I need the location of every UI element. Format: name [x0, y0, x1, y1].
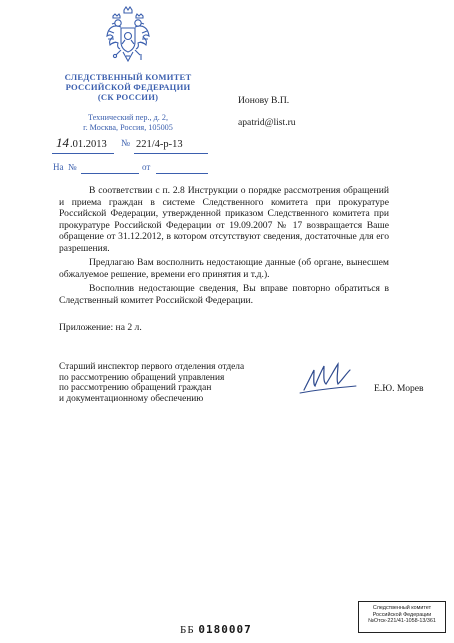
attachment-note: Приложение: на 2 л. [59, 322, 142, 333]
signer-title [59, 362, 244, 404]
stamp-line-2: Российской Федерации [372, 611, 432, 618]
body-paragraph-3: Восполнив недостающие сведения, Вы вправе повторно обратиться в Следственный комитет Российской Федерации. [59, 283, 389, 306]
stamp-line-3: №Отск-221/41-1058-13/361 [368, 618, 436, 625]
serial-prefix: ББ [180, 624, 195, 636]
date-day-handwritten: 14 [56, 135, 69, 150]
na-label: На [53, 162, 64, 172]
organization-name [40, 72, 216, 103]
recipient-name: Ионову В.П. [238, 95, 290, 106]
address-line-1: Технический пер., д. 2, [87, 113, 169, 122]
outgoing-number: 221/4-р-13 [136, 139, 183, 150]
organization-address [40, 113, 216, 133]
date-underline [52, 153, 114, 154]
na-number-underline [81, 173, 139, 174]
org-line-3: (СК РОССИИ) [97, 92, 159, 103]
number-underline [134, 153, 208, 154]
stamp-line-1: Следственный комитет [372, 605, 432, 611]
na-number-symbol: № [68, 162, 77, 172]
recipient-block [238, 90, 296, 134]
signer-title-line-3: по рассмотрению обращений граждан [59, 383, 212, 394]
body-paragraph-1: В соответствии с п. 2.8 Инструкции о порядке рассмотрения обращений и приема граждан в системе Следственного комитета при прокуратуре Российской Федерации, утвержденной приказом Следственного комитета при прокуратуре Российской Федерации от 19.09.2007 № 17 возвращается Ваше обращение от 31.12.2012, в котором отсутствуют сведения, достаточные для его разрешения. [59, 185, 389, 254]
signer-title-line-1: Старший инспектор первого отделения отдела [59, 362, 245, 372]
signer-name: Е.Ю. Морев [374, 383, 424, 394]
outgoing-date-number-row [48, 135, 248, 154]
number-symbol: № [121, 139, 131, 149]
russian-emblem-icon [105, 6, 151, 64]
reference-row [48, 162, 248, 176]
handwritten-signature [298, 360, 358, 396]
body-paragraph-2: Предлагаю Вам восполнить недостающие данные (об органе, вынесшем обжалуемое решение, времени его принятия и т.д.). [59, 257, 389, 280]
registration-stamp [358, 601, 446, 633]
org-line-1: СЛЕДСТВЕННЫЙ КОМИТЕТ [64, 72, 192, 82]
signer-title-line-4: и документационному обеспечению [59, 393, 204, 404]
org-line-2: РОССИЙСКОЙ ФЕДЕРАЦИИ [65, 82, 191, 93]
date-month-year: .01.2013 [70, 139, 107, 150]
serial-number: 0180007 [198, 623, 252, 636]
na-date-underline [156, 173, 208, 174]
address-line-2: г. Москва, Россия, 105005 [83, 123, 173, 132]
form-serial-number [180, 623, 252, 636]
recipient-email: apatrid@list.ru [238, 117, 296, 128]
na-from-label: от [142, 162, 151, 172]
signer-title-line-2: по рассмотрению обращений управления [59, 372, 225, 383]
letter-body [59, 185, 389, 309]
